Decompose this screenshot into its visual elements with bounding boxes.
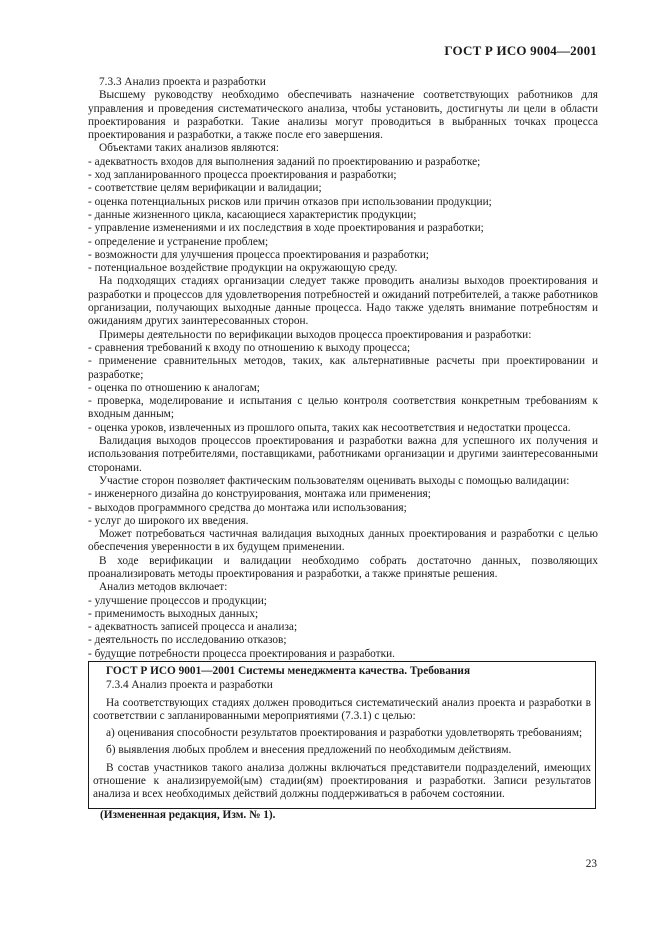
list-item: - проверка, моделирование и испытания с целью контроля соответствия конкретным требованиям к входным данным; (88, 395, 598, 422)
paragraph: Валидация выходов процессов проектирования и разработки важна для успешного их получения и использования потребителями, поставщиками, работниками организации и другими заинтересованными сторонами. (88, 435, 598, 474)
paragraph: Высшему руководству необходимо обеспечивать назначение соответствующих работников для управления и проведения систематического анализа, чтобы установить, достигнуты ли цели в области проектирования и разработки. Такие анализы могут проводиться в выбранных точках процесса проектирования и разработки, а также после его завершения. (88, 89, 598, 142)
paragraph: В ходе верификации и валидации необходимо собрать достаточно данных, позволяющих проанализировать методы проектирования и разработки, а также принятые решения. (88, 554, 598, 580)
list-item: - данные жизненного цикла, касающиеся характеристик продукции; (88, 209, 598, 222)
doc-header: ГОСТ Р ИСО 9004—2001 (444, 43, 597, 58)
verification-intro: Примеры деятельности по верификации выходов процесса проектирования и разработки: (99, 328, 532, 341)
section-body (88, 76, 598, 661)
list-item: - выходов программного средства до монтажа или использования; (88, 502, 598, 515)
box-item-a: а) оценивания способности результатов проектирования и разработки удовлетворять требованиям; (106, 727, 583, 740)
page-number: 23 (585, 858, 597, 870)
methods-intro: Анализ методов включает: (99, 581, 228, 594)
objects-intro: Объектами таких анализов являются: (99, 142, 280, 155)
list-item: - адекватность записей процесса и анализа; (88, 621, 598, 634)
paragraph: На подходящих стадиях организации следует также проводить анализы выходов проектирования и разработки и процессов для удовлетворения потребностей и ожиданий потребителей, а также работников организации, получающих выходные данные процесса. Надо также уделять внимание потребностям и ожиданиям других заинтересованных сторон. (88, 275, 598, 328)
list-item: - деятельность по исследованию отказов; (88, 634, 598, 647)
list-item: - применение сравнительных методов, таких, как альтернативные расчеты при проектировании и разработке; (88, 355, 598, 382)
amendment-note: (Измененная редакция, Изм. № 1). (100, 809, 276, 821)
list-item: - оценка потенциальных рисков или причин отказов при использовании продукции; (88, 196, 598, 209)
box-heading: 7.3.4 Анализ проекта и разработки (106, 679, 273, 692)
list-item: - соответствие целям верификации и валидации; (88, 182, 598, 195)
list-item: - определение и устранение проблем; (88, 236, 598, 249)
list-item: - применимость выходных данных; (88, 608, 598, 621)
list-item: - адекватность входов для выполнения заданий по проектированию и разработке; (88, 156, 598, 169)
box-paragraph: На соответствующих стадиях должен проводиться систематический анализ проекта и разработки в соответствии с запланированными мероприятиями (7.3.1) с целью: (93, 696, 591, 722)
list-item: - сравнения требований к входу по отношению к выходу процесса; (88, 342, 598, 355)
list-item: - будущие потребности процесса проектирования и разработки. (88, 648, 598, 661)
list-item: - инженерного дизайна до конструирования, монтажа или применения; (88, 488, 598, 501)
quoted-standard-box (88, 661, 596, 809)
list-item: - возможности для улучшения процесса проектирования и разработки; (88, 249, 598, 262)
list-item: - оценка уроков, извлеченных из прошлого опыта, таких как несоответствия и недостатки процесса. (88, 422, 598, 435)
users-intro: Участие сторон позволяет фактическим пользователям оценивать выходы с помощью валидации: (99, 474, 570, 487)
list-item: - потенциальное воздействие продукции на окружающую среду. (88, 262, 598, 275)
box-paragraph: В состав участников такого анализа должны включаться представители подразделений, имеющих отношение к анализируемой(ым) стадии(ям) проектирования и разработки. Записи результатов анализа и всех необходимых действий должны поддерживаться в рабочем состоянии. (93, 761, 591, 801)
paragraph: Может потребоваться частичная валидация выходных данных проектирования и разработки с целью обеспечения уверенности в их будущем применении. (88, 528, 598, 554)
list-item: - управление изменениями и их последствия в ходе проектирования и разработки; (88, 222, 598, 235)
section-heading: 7.3.3 Анализ проекта и разработки (99, 76, 266, 88)
box-title: ГОСТ Р ИСО 9001—2001 Системы менеджмента качества. Требования (106, 665, 471, 677)
list-item: - услуг до широкого их введения. (88, 515, 598, 528)
list-item: - ход запланированного процесса проектирования и разработки; (88, 169, 598, 182)
box-item-b: б) выявления любых проблем и внесения предложений по необходимым действиям. (106, 744, 512, 757)
list-item: - улучшение процессов и продукции; (88, 595, 598, 608)
list-item: - оценка по отношению к аналогам; (88, 382, 598, 395)
